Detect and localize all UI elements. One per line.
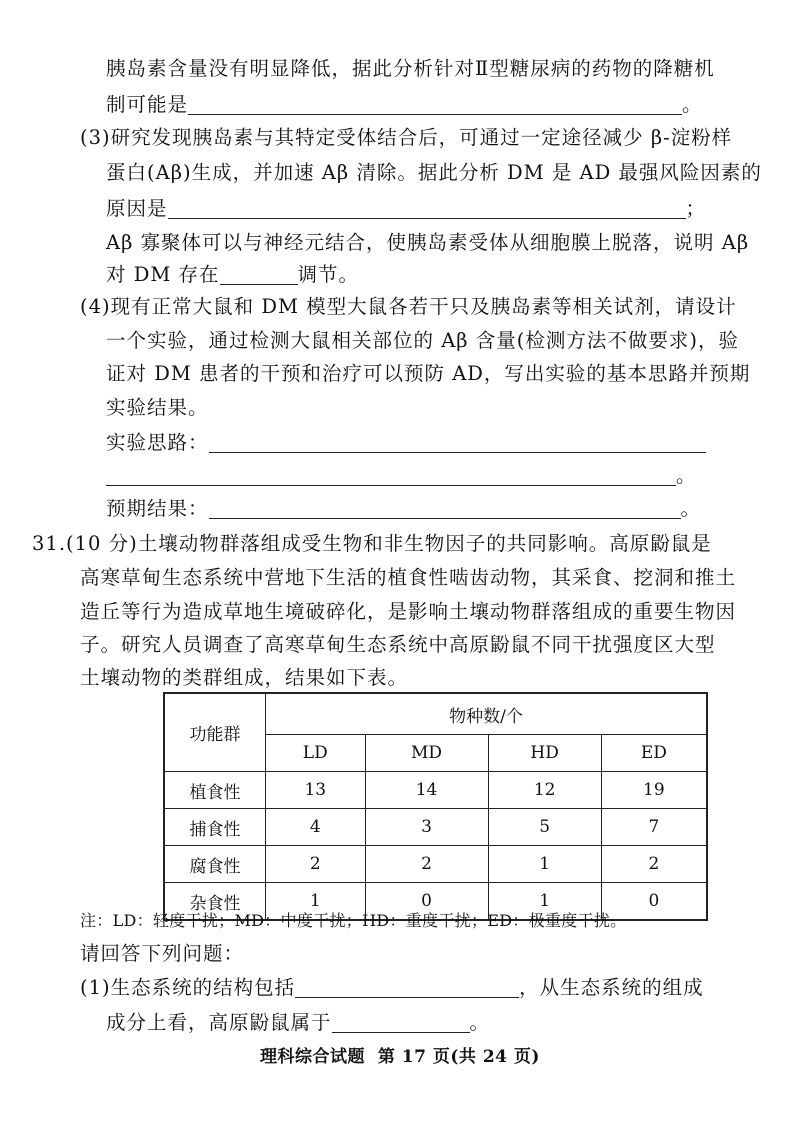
footer-subject: 理科综合试题 (260, 1047, 366, 1067)
q30-p3-line-3 (106, 196, 706, 222)
experiment-idea-row-2 (106, 463, 697, 489)
table-row-label: 腐食性 (164, 846, 266, 883)
q31-line-1: 31.(10 分)土壤动物群落组成受生物和非生物因子的共同影响。高原鼢鼠是 (32, 532, 712, 555)
experiment-idea-end: 。 (676, 464, 697, 487)
q30-p3-line-5a: 对 DM 存在 (106, 263, 220, 286)
table-row (164, 772, 707, 809)
q30-p3-line-3-text: 原因是 (106, 197, 168, 220)
answer-blank-experiment-idea-2[interactable] (106, 465, 676, 486)
table-header-species-count: 物种数/个 (266, 693, 708, 735)
q31-p1-line-2 (106, 1010, 490, 1036)
answer-blank-zokor-role[interactable] (332, 1012, 470, 1033)
answer-blank-regulation-type[interactable] (220, 264, 298, 285)
soil-animal-table (163, 692, 708, 921)
q30-p4-line-4: 实验结果。 (106, 396, 209, 419)
q30-line-2-text: 制可能是 (106, 93, 189, 116)
table-row (164, 846, 707, 883)
q31-line-5: 土壤动物的类群组成，结果如下表。 (80, 666, 409, 689)
q30-line-1: 胰岛素含量没有明显降低，据此分析针对Ⅱ型糖尿病的药物的降糖机 (106, 57, 715, 80)
table-cell: 2 (601, 846, 707, 883)
table-cell: 4 (266, 809, 366, 846)
q30-p3-line-4: Aβ 寡聚体可以与神经元结合，使胰岛素受体从细胞膜上脱落，说明 Aβ (106, 231, 750, 254)
table-col-ld: LD (266, 735, 366, 772)
footer-page-number: 第 17 页(共 24 页) (377, 1047, 540, 1067)
table-cell: 5 (488, 809, 601, 846)
q31-p1-line-1b: ，从生态系统的组成 (519, 976, 704, 999)
table-col-hd: HD (488, 735, 601, 772)
q31-p1-line-2b: 。 (469, 1011, 491, 1034)
table-row (164, 809, 707, 846)
table-cell: 3 (365, 809, 488, 846)
table-cell: 7 (601, 809, 707, 846)
answer-blank-drug-mechanism[interactable] (188, 94, 682, 115)
answer-prompt: 请回答下列问题： (80, 942, 245, 965)
q30-line-2-end: 。 (682, 93, 703, 116)
q30-p3-line-1: (3)研究发现胰岛素与其特定受体结合后，可通过一定途径减少 β-淀粉样 (80, 126, 733, 149)
page-footer (0, 1042, 800, 1067)
q30-line-2 (106, 92, 703, 118)
q31-line-3: 造丘等行为造成草地生境破碎化，是影响土壤动物群落组成的重要生物因 (80, 600, 737, 623)
q30-p4-line-3: 证对 DM 患者的干预和治疗可以预防 AD，写出实验的基本思路并预期 (106, 362, 751, 385)
table-col-ed: ED (601, 735, 707, 772)
expected-result-label: 预期结果： (106, 497, 209, 520)
experiment-idea-row (106, 430, 706, 456)
q31-p1-line-1a: (1)生态系统的结构包括 (80, 976, 296, 999)
table-cell: 1 (488, 883, 601, 921)
q30-p3-line-5b: 调节。 (297, 263, 360, 286)
answer-blank-expected-result[interactable] (209, 498, 681, 519)
q30-p3-line-3-end: ； (685, 197, 707, 220)
experiment-idea-label: 实验思路： (106, 431, 209, 454)
table-row-label: 捕食性 (164, 809, 266, 846)
q31-p1-line-2a: 成分上看，高原鼢鼠属于 (106, 1011, 332, 1034)
table-cell: 14 (365, 772, 488, 809)
table-row-label: 杂食性 (164, 883, 266, 921)
table-cell: 19 (601, 772, 707, 809)
answer-blank-experiment-idea-1[interactable] (209, 432, 706, 453)
table-cell: 1 (488, 846, 601, 883)
answer-blank-dm-risk-reason[interactable] (168, 198, 686, 219)
table-cell: 13 (266, 772, 366, 809)
table-header-functional-group: 功能群 (164, 693, 266, 772)
q30-p3-line-2: 蛋白(Aβ)生成，并加速 Aβ 清除。据此分析 DM 是 AD 最强风险因素的 (106, 161, 762, 184)
table-cell: 2 (365, 846, 488, 883)
table-cell: 0 (365, 883, 488, 921)
table-cell: 2 (266, 846, 366, 883)
q30-p3-line-5 (106, 262, 359, 288)
q30-p4-line-2: 一个实验，通过检测大鼠相关部位的 Aβ 含量(检测方法不做要求)，验 (106, 329, 739, 352)
table-cell: 12 (488, 772, 601, 809)
q31-p1-line-1 (80, 975, 704, 1001)
q30-p4-line-1: (4)现有正常大鼠和 DM 模型大鼠各若干只及胰岛素等相关试剂，请设计 (80, 295, 737, 318)
table-note: 注：LD：轻度干扰；MD：中度干扰；HD：重度干扰；ED：极重度干扰。 (80, 911, 627, 930)
table-row-label: 植食性 (164, 772, 266, 809)
q31-line-4: 子。研究人员调查了高寒草甸生态系统中高原鼢鼠不同干扰强度区大型 (80, 633, 716, 656)
answer-blank-ecosystem-structure[interactable] (295, 977, 519, 998)
expected-result-row (106, 496, 701, 522)
table-cell: 1 (266, 883, 366, 921)
table-col-md: MD (365, 735, 488, 772)
table-cell: 0 (601, 883, 707, 921)
q31-line-2: 高寒草甸生态系统中营地下生活的植食性啮齿动物，其采食、挖洞和推土 (80, 566, 737, 589)
expected-result-end: 。 (680, 497, 702, 520)
